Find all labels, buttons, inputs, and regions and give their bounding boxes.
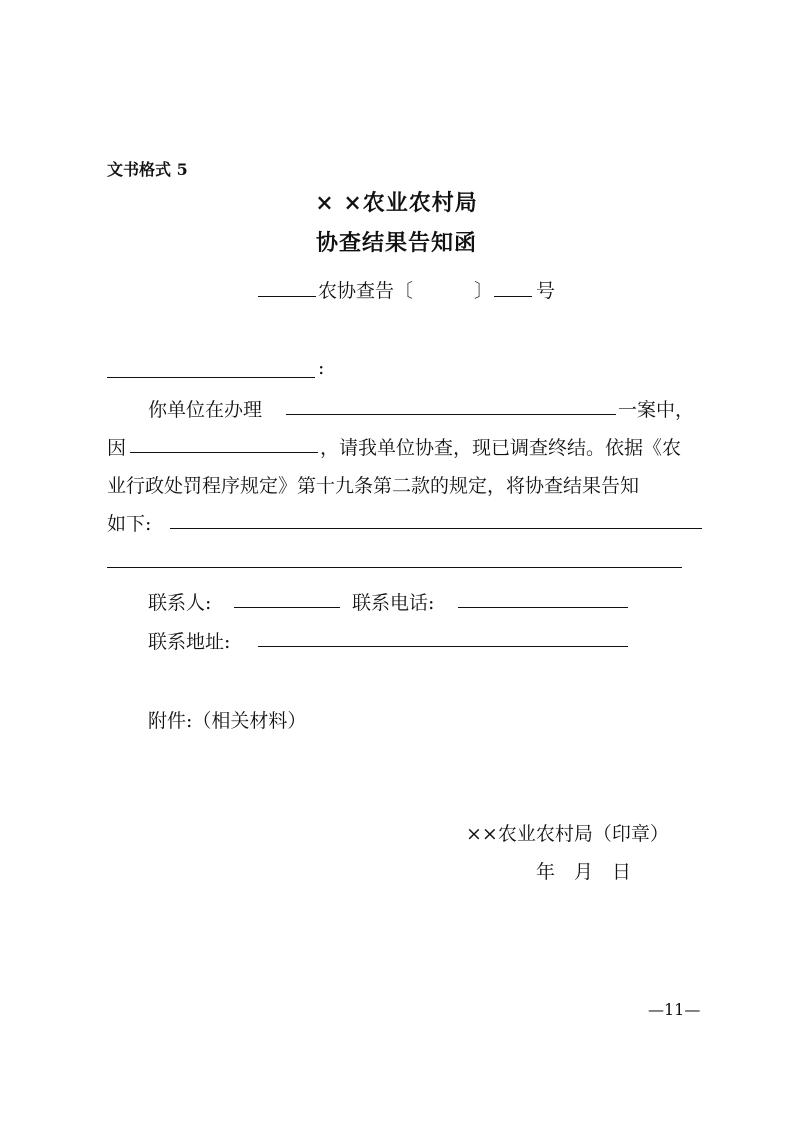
addressee-blank[interactable] [107,377,315,378]
result-blank-line-2[interactable] [107,567,682,568]
date-line: 年 月 日 [536,861,632,883]
doc-number-suffix: 号 [536,280,556,302]
body-p2-lead: 因 [107,437,127,459]
page-number: —11— [648,1000,701,1019]
attachment-note: 附件:（相关材料） [148,710,307,732]
doc-title: 协查结果告知函 [315,230,477,256]
doc-number-year-blank[interactable] [258,296,316,297]
agency-title: × ×农业农村局 [315,190,478,216]
contact-phone-label: 联系电话: [352,592,435,614]
body-p3: 业行政处罚程序规定》第十九条第二款的规定，将协查结果告知 [107,475,640,497]
contact-person-blank[interactable] [234,607,340,608]
contact-phone-blank[interactable] [458,607,628,608]
body-p1-tail: 一案中， [618,399,695,421]
body-p4-lead: 如下: [107,513,152,535]
org-seal: ××农业农村局（印章） [466,823,669,845]
body-p2-tail: ，请我单位协查，现已调查终结。依据《农 [320,437,682,459]
doc-number-serial-blank[interactable] [494,296,532,297]
contact-address-label: 联系地址: [148,631,231,653]
addressee-colon: : [318,357,325,379]
case-name-blank[interactable] [286,414,616,415]
reason-blank[interactable] [130,452,318,453]
doc-format-label: 文书格式 5 [107,160,188,179]
result-blank-line-1[interactable] [170,528,702,529]
body-p1-lead: 你单位在办理 [148,399,263,421]
doc-number-close-bracket: 〕 [474,280,494,302]
doc-number-prefix: 农协查告〔 [318,280,414,302]
contact-address-blank[interactable] [258,646,628,647]
contact-person-label: 联系人: [148,592,212,614]
